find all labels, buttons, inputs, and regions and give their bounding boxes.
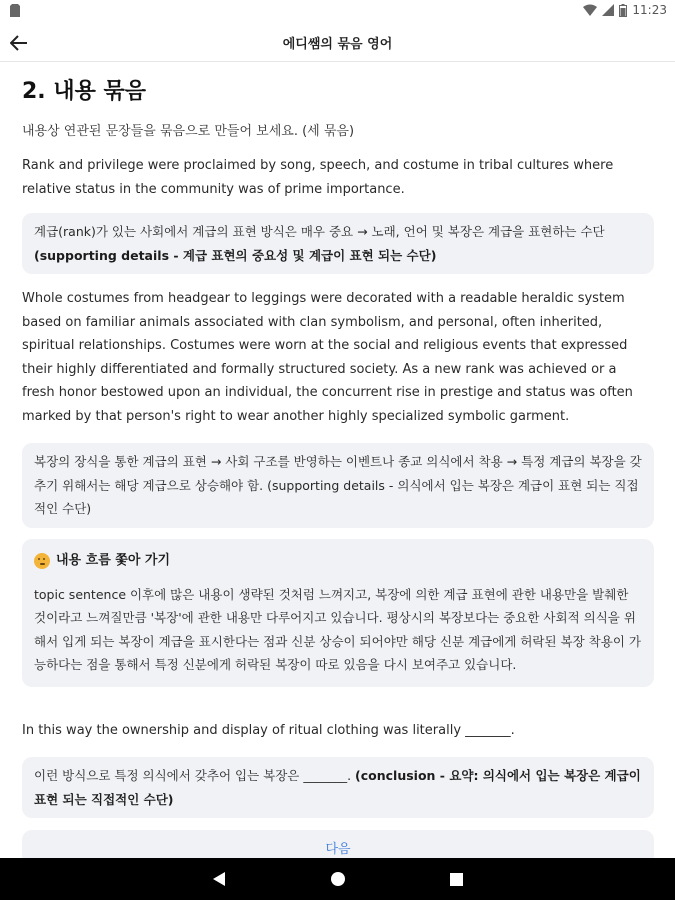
- sim-card-icon: [10, 4, 20, 17]
- battery-icon: [619, 4, 627, 17]
- annotation-card-2: [22, 443, 654, 528]
- triangle-back-icon: [212, 871, 226, 887]
- app-title: 에디쌤의 묶음 영어: [282, 37, 393, 52]
- circle-home-icon: [330, 871, 346, 887]
- app-bar: [0, 24, 675, 62]
- lesson-content[interactable]: [0, 62, 675, 858]
- instruction-text: 내용상 연관된 문장들을 묶음으로 만들어 보세요. (세 묶음): [22, 124, 355, 139]
- annotation-text: 복장의 장식을 통한 계급의 표현 → 사회 구조를 반영하는 이벤트나 종교 의식에서 착용 → 특정 계급의 복장을 갖추기 위해서는 해당 계급으로 상승해야 함. (supporting details - 의식에서 입는 복장은 계급이 표현 되는 직접적인 수단): [34, 454, 642, 516]
- passage-paragraph-3: In this way the ownership and display of ritual clothing was literally _______.: [22, 723, 515, 738]
- flow-card: [22, 539, 654, 687]
- annotation-text: 계급(rank)가 있는 사회에서 계급의 표현 방식은 매우 중요 → 노래, 언어 및 복장은 계급을 표현하는 수단: [34, 224, 605, 239]
- flow-heading-text: 내용 흐름 쫓아 가기: [56, 553, 171, 568]
- status-bar: [0, 0, 675, 24]
- nav-recents-button[interactable]: [445, 867, 469, 891]
- annotation-text: 이런 방식으로 특정 의식에서 갖추어 입는 복장은 _______.: [34, 768, 356, 783]
- section-title: 2. 내용 묶음: [22, 79, 146, 104]
- annotation-bold: (supporting details - 계급 표현의 중요성 및 계급이 표현 되는 수단): [34, 247, 437, 263]
- passage-paragraph-2: Whole costumes from headgear to leggings were decorated with a readable heraldic system based on familiar animals associated with clan symbolism, and personal, often inherited, spiritual relationships. Costumes were worn at the social and religious events that expressed their highly differentiated and formally structured society. As a new rank was achieved or a fresh honor bestowed upon an individual, the concurrent rise in prestige and status was often marked by that person's right to wear another highly specialized symbolic garment.: [22, 291, 633, 424]
- thinking-face-icon: [34, 553, 50, 569]
- status-time: 11:23: [632, 3, 667, 17]
- square-recents-icon: [450, 873, 463, 886]
- signal-icon: [602, 4, 614, 16]
- flow-card-body: topic sentence 이후에 많은 내용이 생략된 것처럼 느껴지고, 복장에 의한 계급 표현에 관한 내용만을 발췌한 것이라고 느껴질만큼 '복장'에 관한 내용만 다루어지고 있습니다. 평상시의 복장보다는 중요한 사회적 의식을 위해서 입게 되는 복장이 계급을 표시한다는 점과 신분 상승이 되어야만 해당 신분 계급에게 허락된 복장 착용이 가능하다는 점을 통해서 특정 신분에게 허락된 복장이 따로 있음을 다시 보여주고 있습니다.: [34, 586, 641, 672]
- nav-home-button[interactable]: [326, 867, 350, 891]
- flow-card-heading: [34, 549, 642, 573]
- nav-back-button[interactable]: [207, 867, 231, 891]
- annotation-bold: (conclusion - 요약: 의식에서 입는 복장은 계급이 표현 되는 직접적인 수단): [34, 768, 641, 807]
- annotation-card-3: [22, 757, 654, 818]
- passage-paragraph-1: Rank and privilege were proclaimed by song, speech, and costume in tribal cultures where relative status in the community was of prime importance.: [22, 158, 614, 197]
- wifi-icon: [583, 4, 597, 16]
- annotation-card-1: [22, 213, 654, 274]
- system-nav-bar: [0, 858, 675, 900]
- next-button[interactable]: 다음: [22, 830, 654, 858]
- status-indicators: [583, 3, 667, 17]
